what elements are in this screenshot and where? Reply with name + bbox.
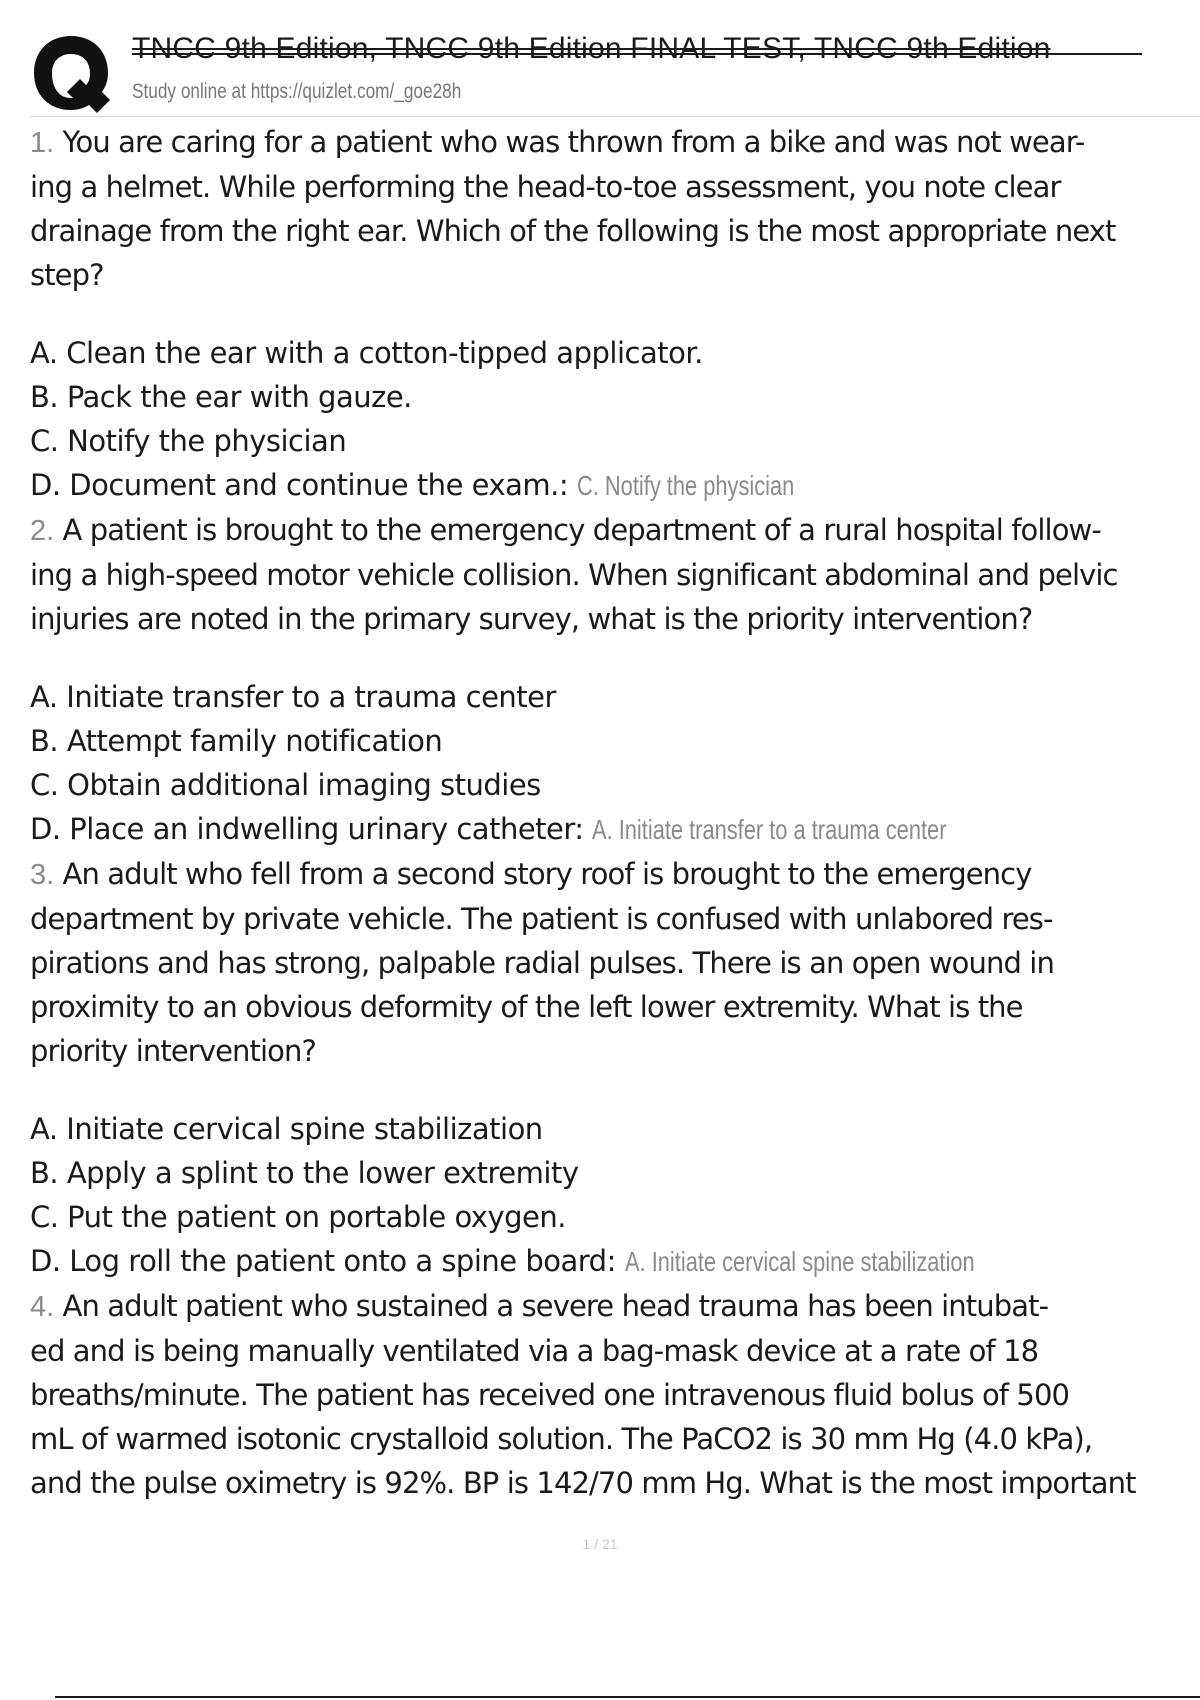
answer-text: A. Initiate transfer to a trauma center [592, 814, 947, 845]
question-line: ing a helmet. While performing the head-to-toe assessment, you note clear [30, 170, 1061, 204]
question-1 [30, 120, 1200, 508]
page-number: 1 / 21 [582, 1536, 618, 1552]
option-c: C. Notify the physician [30, 424, 347, 458]
question-line: step? [30, 258, 104, 292]
question-number: 2. [30, 515, 55, 547]
option-d: D. Log roll the patient onto a spine board: A. Initiate cervical spine stabilization [30, 1239, 1200, 1284]
question-line: drainage from the right ear. Which of the following is the most appropriate next [30, 214, 1116, 248]
option-d: D. Document and continue the exam.: C. Notify the physician [30, 463, 1200, 508]
question-4 [30, 1284, 1200, 1505]
question-line: proximity to an obvious deformity of the left lower extremity. What is the [30, 990, 1023, 1024]
option-a: A. Clean the ear with a cotton-tipped applicator. [30, 336, 703, 370]
answer-text: C. Notify the physician [576, 470, 795, 501]
question-3 [30, 852, 1200, 1284]
document-header [0, 0, 1200, 118]
question-line: 2. A patient is brought to the emergency department of a rural hospital follow- [30, 513, 1101, 547]
study-online-link[interactable]: Study online at https://quizlet.com/_goe28h [132, 80, 462, 103]
option-d: D. Place an indwelling urinary catheter: A. Initiate transfer to a trauma center [30, 807, 1200, 852]
footer-divider [55, 1696, 1200, 1698]
question-line: breaths/minute. The patient has received one intravenous fluid bolus of 500 [30, 1378, 1070, 1412]
option-b: B. Apply a splint to the lower extremity [30, 1156, 579, 1190]
document-title: TNCC 9th Edition, TNCC 9th Edition FINAL TEST, TNCC 9th Edition [132, 32, 1051, 65]
question-line: 4. An adult patient who sustained a severe head trauma has been intubat- [30, 1289, 1049, 1323]
question-line: 1. You are caring for a patient who was thrown from a bike and was not wear- [30, 125, 1085, 159]
question-line: ing a high-speed motor vehicle collision. When significant abdominal and pelvic [30, 558, 1118, 592]
option-c: C. Obtain additional imaging studies [30, 768, 541, 802]
question-number: 1. [30, 127, 55, 159]
question-line: injuries are noted in the primary survey, what is the priority intervention? [30, 602, 1033, 636]
question-2 [30, 508, 1200, 852]
question-number: 3. [30, 859, 55, 891]
question-line: 3. An adult who fell from a second story roof is brought to the emergency [30, 857, 1032, 891]
option-c: C. Put the patient on portable oxygen. [30, 1200, 566, 1234]
answer-text: A. Initiate cervical spine stabilization [624, 1246, 975, 1277]
question-number: 4. [30, 1291, 55, 1323]
question-line: priority intervention? [30, 1034, 316, 1068]
option-a: A. Initiate transfer to a trauma center [30, 680, 556, 714]
question-line: pirations and has strong, palpable radial pulses. There is an open wound in [30, 946, 1054, 980]
header-divider [30, 116, 1200, 117]
quizlet-logo-icon [30, 32, 112, 114]
question-line: department by private vehicle. The patient is confused with unlabored res- [30, 902, 1053, 936]
question-line: ed and is being manually ventilated via a bag-mask device at a rate of 18 [30, 1334, 1039, 1368]
option-b: B. Pack the ear with gauze. [30, 380, 412, 414]
questions-list [30, 120, 1200, 1500]
question-line: and the pulse oximetry is 92%. BP is 142/70 mm Hg. What is the most important [30, 1466, 1136, 1500]
option-b: B. Attempt family notification [30, 724, 443, 758]
option-a: A. Initiate cervical spine stabilization [30, 1112, 543, 1146]
question-line: mL of warmed isotonic crystalloid solution. The PaCO2 is 30 mm Hg (4.0 kPa), [30, 1422, 1093, 1456]
